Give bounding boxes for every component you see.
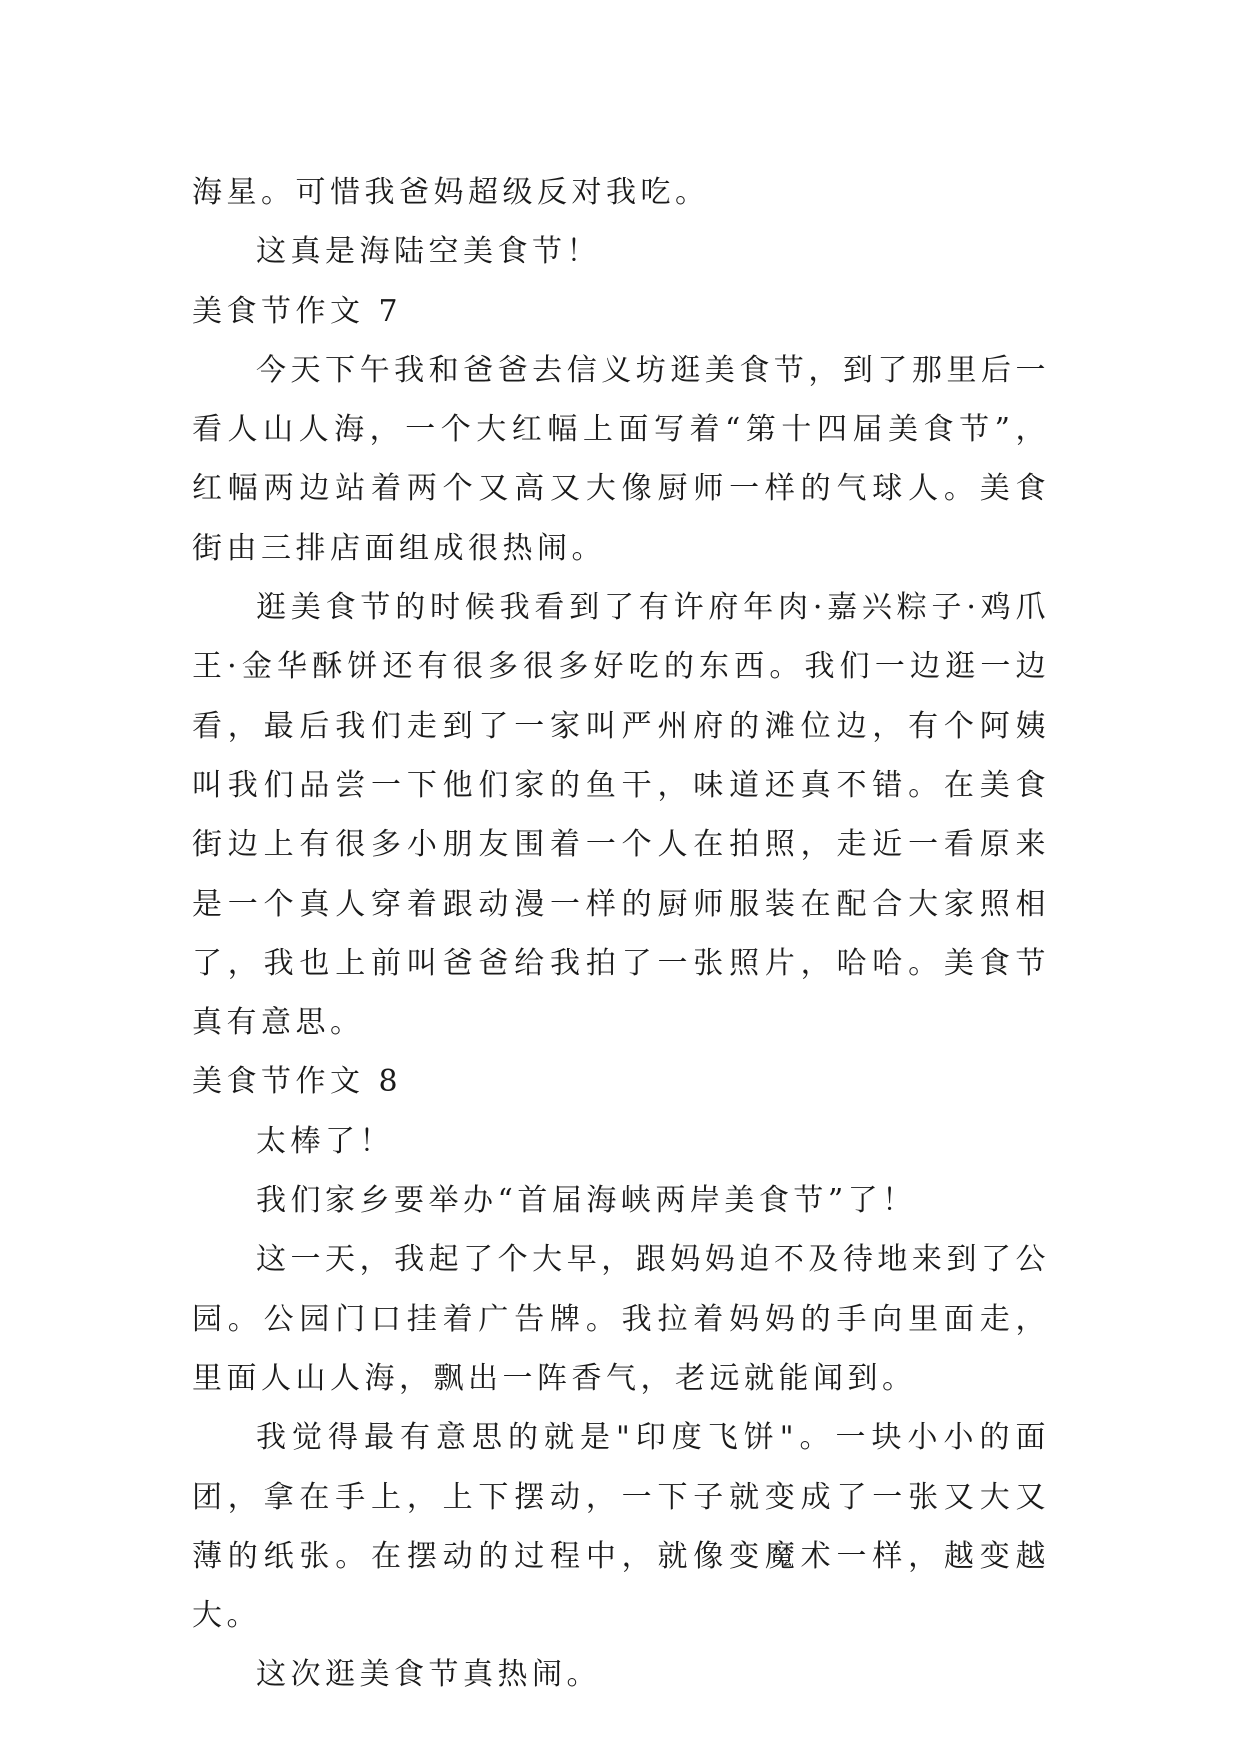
paragraph-conclusion-6: 这真是海陆空美食节！ (256, 234, 601, 270)
paragraph-8-5: 这次逛美食节真热闹。 (256, 1657, 601, 1693)
paragraph-8-2: 我们家乡要举办“首届海峡两岸美食节”了！ (256, 1183, 917, 1219)
paragraph-8-3: 这一天，我起了个大早，跟妈妈迫不及待地来到了公园。公园门口挂着广告牌。我拉着妈妈的手向里面走，里面人山人海，飘出一阵香气，老远就能闻到。 (192, 1242, 1050, 1396)
paragraph-7-2: 逛美食节的时候我看到了有许府年肉·嘉兴粽子·鸡爪王·金华酥饼还有很多很多好吃的东西。我们一边逛一边看，最后我们走到了一家叫严州府的滩位边，有个阿姨叫我们品尝一下他们家的鱼干，味道还真不错。在美食街边上有很多小朋友围着一个人在拍照，走近一看原来是一个真人穿着跟动漫一样的厨师服装在配合大家照相了，我也上前叫爸爸给我拍了一张照片，哈哈。美食节真有意思。 (192, 590, 1050, 1041)
document-body (192, 163, 1050, 1705)
section-heading-7: 美食节作文 7 (192, 293, 403, 329)
section-heading-8: 美食节作文 8 (192, 1064, 403, 1100)
paragraph-8-1: 太棒了！ (256, 1123, 394, 1159)
paragraph-7-1: 今天下午我和爸爸去信义坊逛美食节，到了那里后一看人山人海，一个大红幅上面写着“第十四届美食节”，红幅两边站着两个又高又大像厨师一样的气球人。美食街由三排店面组成很热闹。 (192, 352, 1050, 566)
paragraph-continuation: 海星。可惜我爸妈超级反对我吃。 (192, 175, 710, 210)
paragraph-8-4: 我觉得最有意思的就是"印度飞饼"。一块小小的面团，拿在手上，上下摆动，一下子就变成了一张又大又薄的纸张。在摆动的过程中，就像变魔术一样，越变越大。 (192, 1420, 1050, 1634)
